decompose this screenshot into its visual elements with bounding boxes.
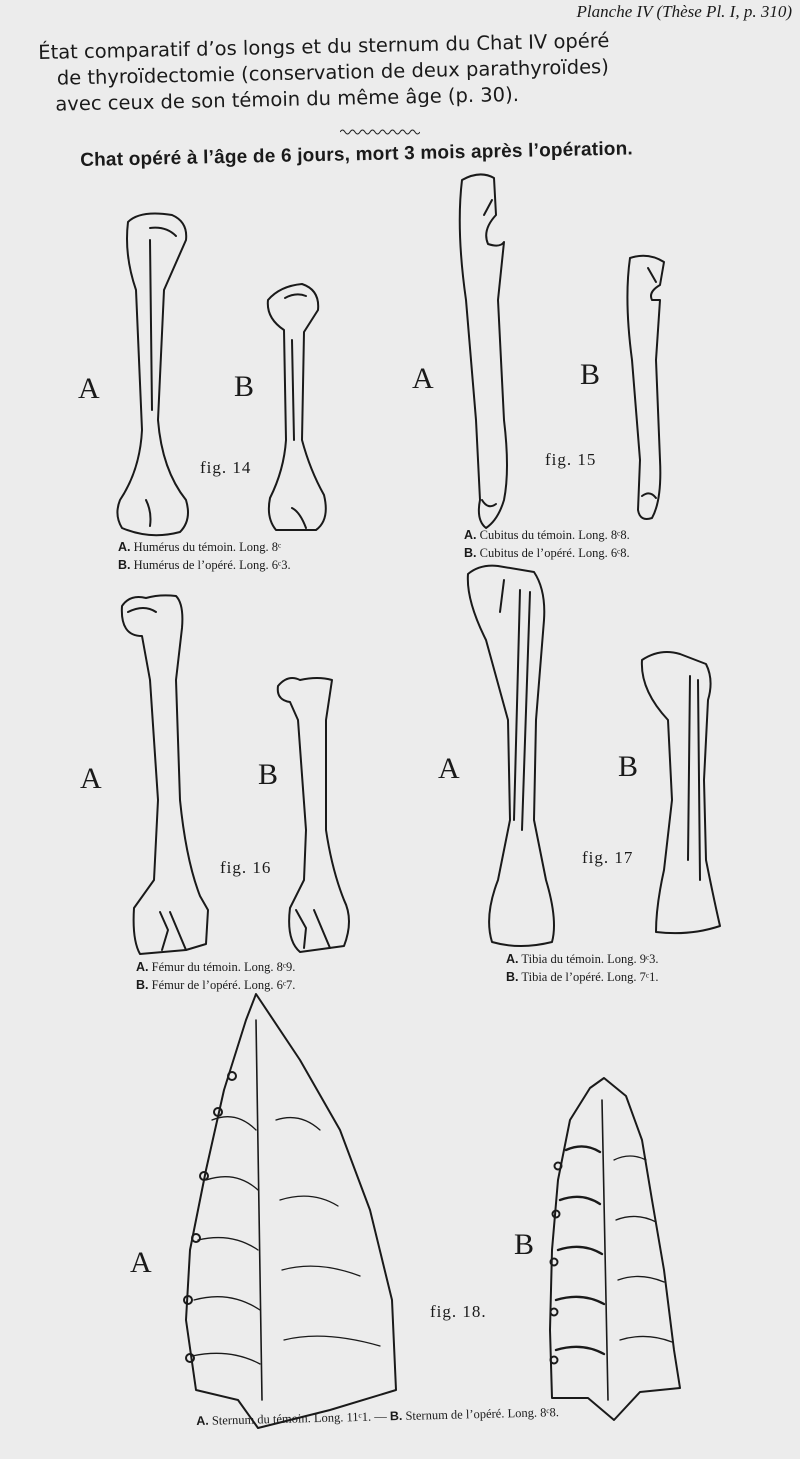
fig18-label-a: A bbox=[130, 1246, 152, 1279]
humerus-a-drawing bbox=[117, 214, 188, 536]
fig14-caption-a: Humérus du témoin. Long. 8ᶜ bbox=[133, 540, 282, 554]
fig15-caption-a: Cubitus du témoin. Long. 8ᶜ8. bbox=[479, 528, 630, 542]
caption-marker-a: A. bbox=[464, 528, 477, 542]
fig17-label-b: B bbox=[618, 750, 639, 783]
fig17-caption bbox=[506, 950, 659, 986]
tibia-a-drawing bbox=[468, 566, 554, 946]
sternum-b-drawing bbox=[550, 1078, 680, 1420]
caption-marker-b: B. bbox=[506, 970, 519, 984]
fig15-label-a: A bbox=[412, 362, 434, 395]
caption-marker-b: B. bbox=[136, 978, 149, 992]
fig17-label-a: A bbox=[438, 752, 460, 785]
humerus-b-drawing bbox=[268, 284, 326, 530]
caption-marker-a: A. bbox=[118, 540, 131, 554]
plate-subtitle: Chat opéré à l’âge de 6 jours, mort 3 mois après l’opération. bbox=[80, 138, 634, 171]
fig16-label-b: B bbox=[258, 758, 279, 791]
caption-marker-b: B. bbox=[389, 1408, 403, 1424]
title-line: de thyroïdectomie (conservation de deux parathyroïdes) bbox=[56, 55, 610, 90]
fig17-caption-a: Tibia du témoin. Long. 9ᶜ3. bbox=[521, 952, 659, 966]
fig16-number: fig. 16 bbox=[220, 858, 272, 877]
femur-a-drawing bbox=[122, 595, 208, 954]
fig14-label-b: B bbox=[234, 370, 255, 403]
femur-b-drawing bbox=[278, 678, 349, 952]
fig14-caption-b: Humérus de l’opéré. Long. 6ᶜ3. bbox=[133, 558, 291, 572]
plate-header: Planche IV (Thèse Pl. I, p. 310) bbox=[576, 2, 792, 21]
fig18-caption-a: Sternum du témoin. Long. 11ᶜ1. — bbox=[211, 1409, 387, 1428]
fig18-label-b: B bbox=[514, 1228, 535, 1261]
fig15-caption-b: Cubitus de l’opéré. Long. 6ᶜ8. bbox=[479, 546, 630, 560]
caption-marker-b: B. bbox=[464, 546, 477, 560]
cubitus-b-drawing bbox=[627, 256, 664, 519]
title-line: État comparatif d’os longs et du sternum du Chat IV opéré bbox=[38, 29, 610, 64]
fig14-label-a: A bbox=[78, 372, 100, 405]
cubitus-a-drawing bbox=[460, 174, 507, 528]
fig16-caption-b: Fémur de l’opéré. Long. 6ᶜ7. bbox=[151, 978, 296, 992]
fig16-caption bbox=[136, 958, 295, 994]
sternum-a-drawing bbox=[184, 994, 396, 1428]
fig15-label-b: B bbox=[580, 358, 601, 391]
title-line: avec ceux de son témoin du même âge (p. 30). bbox=[55, 82, 520, 116]
fig16-caption-a: Fémur du témoin. Long. 8ᶜ9. bbox=[151, 960, 296, 974]
caption-marker-a: A. bbox=[196, 1413, 209, 1428]
fig17-number: fig. 17 bbox=[582, 848, 634, 867]
fig15-number: fig. 15 bbox=[545, 450, 597, 469]
fig16-label-a: A bbox=[80, 762, 102, 795]
fig18-caption-b: Sternum de l’opéré. Long. 8ᶜ8. bbox=[405, 1405, 560, 1423]
caption-marker-a: A. bbox=[506, 952, 519, 966]
caption-marker-a: A. bbox=[136, 960, 149, 974]
tibia-b-drawing bbox=[642, 652, 720, 933]
caption-marker-b: B. bbox=[118, 558, 131, 572]
fig14-number: fig. 14 bbox=[200, 458, 252, 477]
fig14-caption bbox=[118, 538, 291, 574]
fig15-caption bbox=[464, 526, 630, 562]
fig17-caption-b: Tibia de l’opéré. Long. 7ᶜ1. bbox=[521, 970, 659, 984]
fig18-number: fig. 18. bbox=[430, 1302, 487, 1321]
